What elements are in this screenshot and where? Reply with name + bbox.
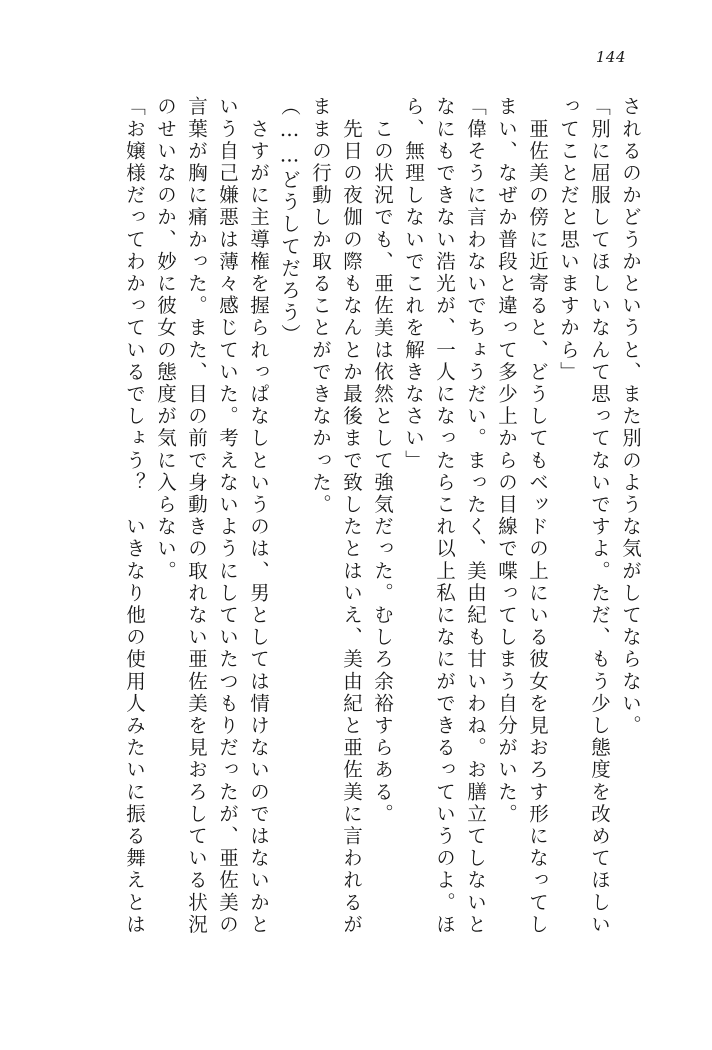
text-line: さすがに主導権を握られっぱなしというのは、男としては情けないのではないかと — [247, 96, 270, 936]
text-line: いう自己嫌悪は薄々感じていた。考えないようにしていたつもりだったが、亜佐美の — [216, 96, 239, 936]
text-line: 亜佐美の傍に近寄ると、どうしてもベッドの上にいる彼女を見おろす形になってし — [526, 96, 549, 936]
page-number: 144 — [595, 48, 626, 66]
text-line: のせいなのか、妙に彼女の態度が気に入らない。 — [154, 96, 177, 583]
text-line: この状況でも、亜佐美は依然として強気だった。むしろ余裕すらある。 — [371, 96, 394, 826]
text-line: ままの行動しか取ることができなかった。 — [309, 96, 332, 516]
text-line: なにもできない浩光が、一人になったらこれ以上私になにができるっていうのよ。ほ — [433, 96, 456, 936]
text-line: ら、無理しないでこれを解きなさい」 — [402, 96, 425, 472]
text-line: （……どうしてだろう） — [278, 96, 301, 347]
text-line: 「お嬢様だってわかっているでしょう？ いきなり他の使用人みたいに振る舞えとは — [123, 96, 146, 936]
text-line: 先日の夜伽の際もなんとか最後まで致したとはいえ、美由紀と亜佐美に言われるが — [340, 96, 363, 936]
text-line: されるのかどうかというと、また別のような気がしてならない。 — [619, 96, 642, 737]
text-line: 「偉そうに言わないでちょうだい。まったく、美由紀も甘いわね。お膳立てしないと — [464, 96, 487, 936]
text-line: ってことだと思いますから」 — [557, 96, 580, 384]
body-text-block — [62, 96, 640, 976]
text-line: まい、なぜか普段と違って多少上からの目線で喋ってしまう自分がいた。 — [495, 96, 518, 826]
text-line: 「別に屈服してほしいなんて思ってないですよ。ただ、もう少し態度を改めてほしい — [588, 96, 611, 936]
text-line: 言葉が胸に痛かった。また、目の前で身動きの取れない亜佐美を見おろしている状況 — [185, 96, 208, 936]
